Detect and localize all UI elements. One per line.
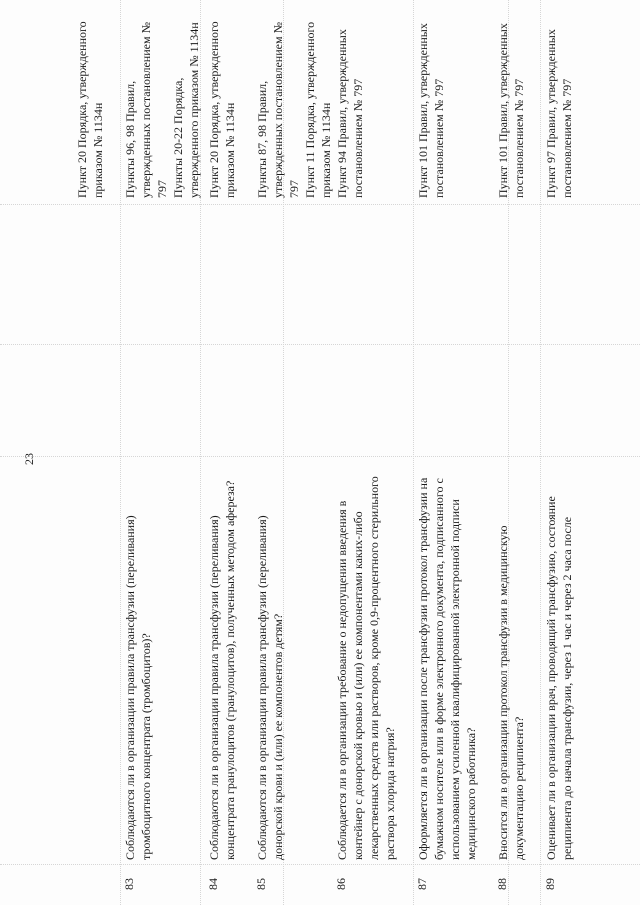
table-border [540,0,541,905]
row-reference: Пункты 20-22 Порядка, утвержденного приказом № 1134н [171,22,201,198]
row-question: Соблюдается ли в организации требование о недопущении введения в контейнер с донорской кровью и (или) ее компонентами каких-либо лекарственных средств или растворов, кроме 0,9-процентного стерильного раствора хлорида натрия? [335,476,397,860]
row-number: 87 [415,878,429,890]
row-reference: Пункт 20 Порядка, утвержденного приказом № 1134н [75,21,105,198]
row-question: Соблюдаются ли в организации правила трансфузии (переливания) тромбоцитного концентрата (тромбоцитов)? [123,515,153,860]
row-number: 89 [543,878,557,890]
row-question: Оценивает ли в организации врач, проводящий трансфузию, состояние реципиента до начала трансфузии, через 1 час и через 2 часа после [544,496,574,860]
row-number: 86 [334,878,348,890]
row-question: Оформляется ли в организации после трансфузии протокол трансфузии на бумажном носителе или в форме электронного документа, подписанного с использованием усиленной квалифицированной электронной подписи медицинского работника? [416,477,478,860]
row-reference: Пункт 11 Порядка, утвержденного приказом № 1134н [303,21,333,198]
row-reference: Пункты 96, 98 Правил, утвержденных постановлением № 797 [123,21,169,198]
row-question: Соблюдаются ли в организации правила трансфузии (переливания) донорской крови и (или) ее компонентов детям? [255,515,285,860]
row-reference: Пункт 94 Правил, утвержденных постановлением № 797 [335,29,365,198]
row-number: 85 [254,878,268,890]
row-reference: Пункт 101 Правил, утвержденных постановлением № 797 [496,23,526,198]
row-number: 84 [206,878,220,890]
row-number: 88 [495,878,509,890]
row-number: 83 [122,878,136,890]
row-question: Вносится ли в организации протокол трансфузии в медицинскую документацию реципиента? [496,525,526,860]
row-question: Соблюдаются ли в организации правила трансфузии (переливания) концентрата гранулоцитов (гранулоцитов), полученных методом афереза? [207,480,237,860]
table-border [120,0,121,905]
table-border [413,0,414,905]
row-reference: Пункт 101 Правил, утвержденных постановлением № 797 [416,23,446,198]
row-reference: Пункт 20 Порядка, утвержденного приказом № 1134н [207,21,237,198]
row-reference: Пункт 97 Правил, утвержденных постановлением № 797 [544,29,574,198]
table-border [0,456,640,457]
row-reference: Пункты 87, 98 Правил, утвержденных постановлением № 797 [255,21,301,198]
table-border [0,864,640,865]
table-border [0,204,640,205]
table-border [0,344,640,345]
page-number: 23 [22,453,36,465]
